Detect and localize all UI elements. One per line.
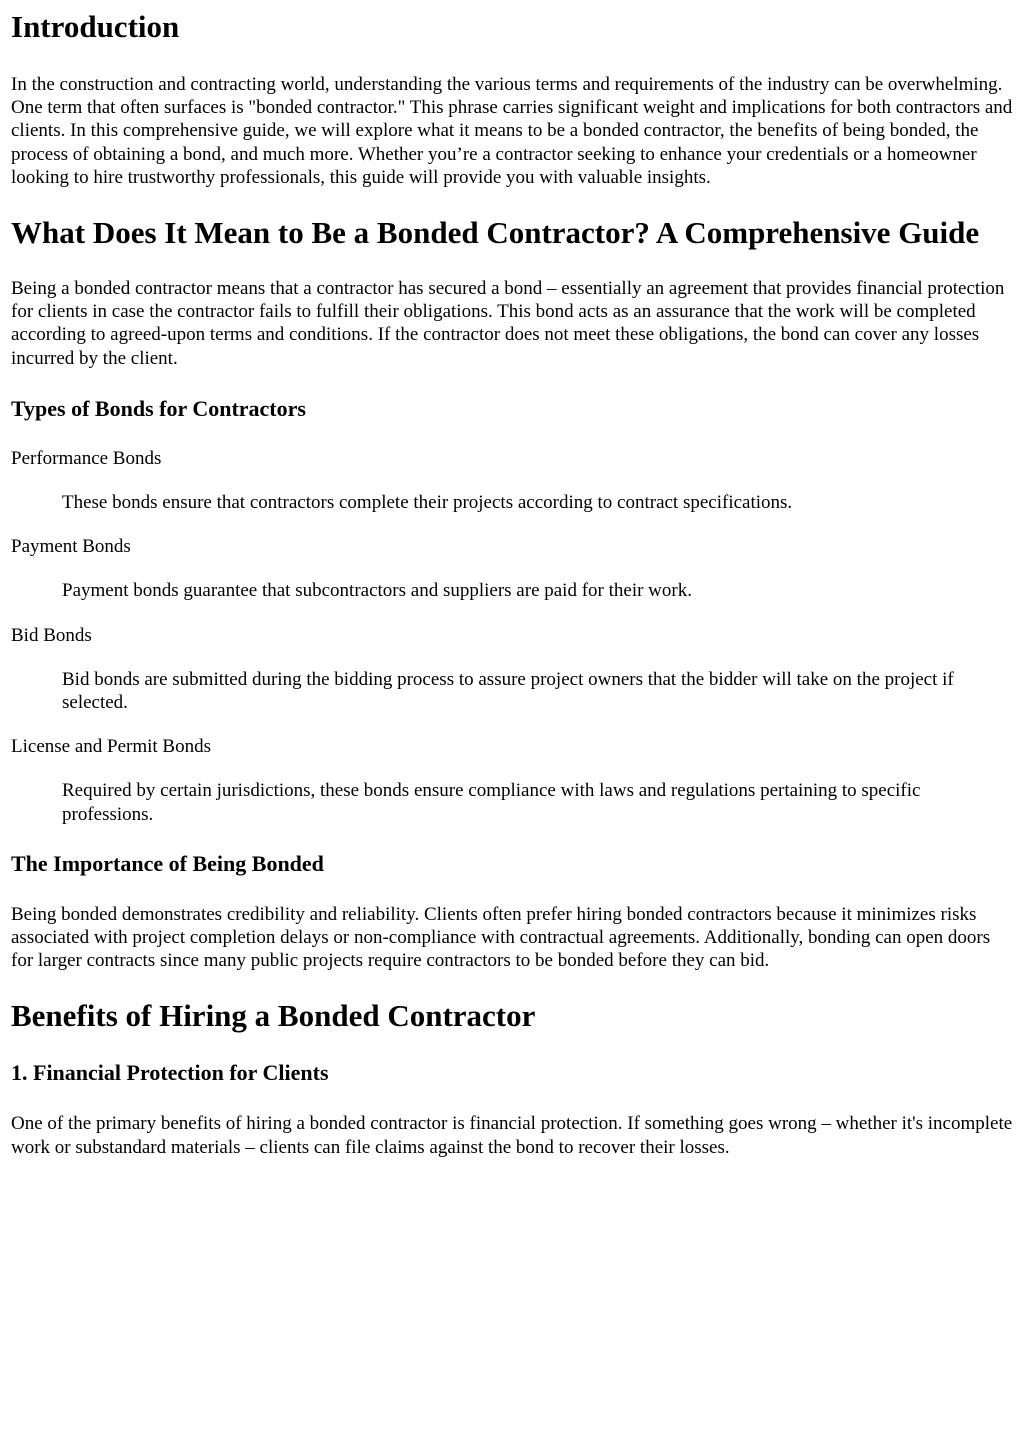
paragraph-what-is-bonded-contractor: Being a bonded contractor means that a contractor has secured a bond – essentially an agreement that provides financial protection for clients in case the contractor fails to fulfill their obligations. This bond acts as an assurance that the work will be completed according to agreed-upon terms and conditions. If the contractor does not meet these obligations, the bond can cover any losses incurred by the client. (11, 278, 1005, 369)
heading-what-is-bonded-contractor: What Does It Mean to Be a Bonded Contractor? A Comprehensive Guide (11, 215, 980, 251)
heading-financial-protection: 1. Financial Protection for Clients (11, 1060, 329, 1086)
bond-type-term: Performance Bonds (11, 447, 162, 469)
bond-type-definition: Required by certain jurisdictions, these bonds ensure compliance with laws and regulations pertaining to specific professions. (62, 780, 921, 825)
bond-type-term: Payment Bonds (11, 536, 131, 558)
heading-introduction: Introduction (11, 9, 180, 44)
bond-type-term: License and Permit Bonds (11, 736, 211, 758)
paragraph-financial-protection: One of the primary benefits of hiring a bonded contractor is financial protection. If something goes wrong – whether it's incomplete work or substandard materials – clients can file claims against the bond to recover their losses. (11, 1113, 1013, 1158)
bond-type-term: Bid Bonds (11, 624, 92, 646)
bond-type-definition: These bonds ensure that contractors complete their projects according to contract specifications. (62, 492, 793, 514)
paragraph-importance-of-bonding: Being bonded demonstrates credibility and reliability. Clients often prefer hiring bonded contractors because it minimizes risks associated with project completion delays or non-compliance with contractual agreements. Additionally, bonding can open doors for larger contracts since many public projects require contractors to be bonded before they can bid. (11, 903, 991, 972)
bond-type-definition: Payment bonds guarantee that subcontractors and suppliers are paid for their work. (62, 580, 692, 602)
heading-benefits: Benefits of Hiring a Bonded Contractor (11, 998, 536, 1034)
bond-types-list (11, 447, 1013, 826)
bond-type-definition: Bid bonds are submitted during the bidding process to assure project owners that the bidder will take on the project if selected. (62, 668, 954, 714)
paragraph-introduction: In the construction and contracting world, understanding the various terms and requirements of the industry can be overwhelming. One term that often surfaces is "bonded contractor." This phrase carries significant weight and implications for both contractors and clients. In this comprehensive guide, we will explore what it means to be a bonded contractor, the benefits of being bonded, the process of obtaining a bond, and much more. Whether you’re a contractor seeking to enhance your credentials or a homeowner looking to hire trustworthy professionals, this guide will provide you with valuable insights. (11, 74, 1013, 188)
heading-importance-of-bonding: The Importance of Being Bonded (11, 850, 324, 876)
heading-types-of-bonds: Types of Bonds for Contractors (11, 395, 306, 421)
